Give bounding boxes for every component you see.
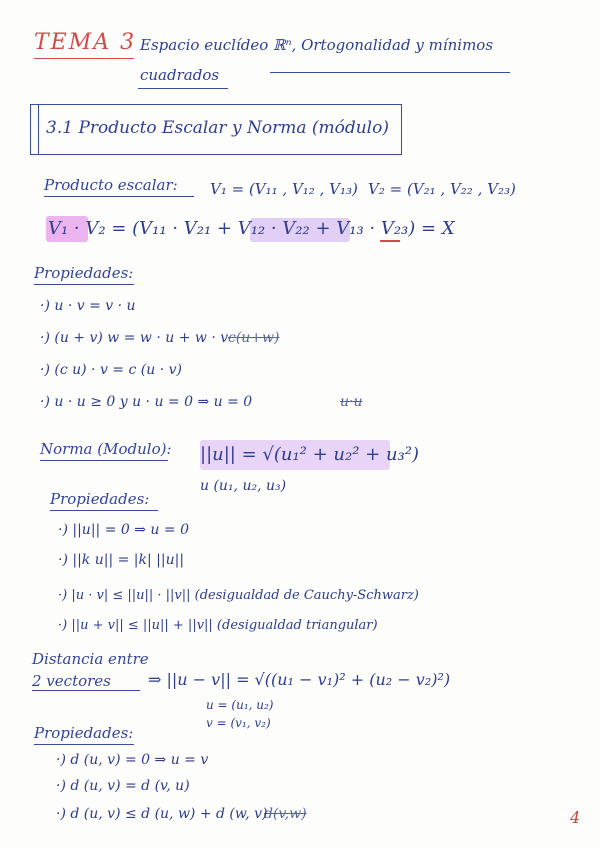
title-line1: Espacio euclídeo ℝⁿ, Ortogonalidad y mínimos (140, 36, 494, 54)
norma-vector: u (u₁, u₂, u₃) (200, 478, 287, 494)
prop2-item-1: ·) ||k u|| = |k| ||u|| (58, 552, 185, 568)
producto-label: Producto escalar: (44, 176, 178, 194)
prop1-item-3: ·) u · u ≥ 0 y u · u = 0 ⇒ u = 0 (40, 394, 253, 410)
box-left-inner (38, 104, 39, 154)
distancia-underline (32, 690, 140, 691)
prop1-item-0: ·) u · v = v · u (40, 298, 136, 314)
tema-underline (34, 58, 134, 59)
prop1-item-2: ·) (c u) · v = c (u · v) (40, 362, 182, 378)
prop1-struck: c(u+w) (228, 330, 280, 346)
propiedades2-label: Propiedades: (50, 490, 150, 508)
distancia-label2: 2 vectores (32, 672, 111, 690)
prop2-item-3: ·) ||u + v|| ≤ ||u|| + ||v|| (desigualdad triangular) (58, 618, 378, 633)
propiedades3-label: Propiedades: (34, 724, 134, 742)
title-line2: cuadrados (140, 66, 220, 84)
prop3-item-2: ·) d (u, v) ≤ d (u, w) + d (w, v) (56, 806, 268, 822)
title-underline-b (270, 72, 510, 73)
box-bottom (30, 154, 402, 155)
prop3-struck: d(v,w) (264, 806, 307, 822)
prop1-item-1: ·) (u + v) w = w · u + w · v (40, 330, 229, 346)
box-left (30, 104, 31, 154)
prop2-item-0: ·) ||u|| = 0 ⇒ u = 0 (58, 522, 189, 538)
producto-underline (44, 196, 194, 197)
distancia-label1: Distancia entre (32, 650, 149, 668)
norma-label: Norma (Modulo): (40, 440, 172, 458)
title-underline-a (138, 88, 228, 89)
producto-formula: V₁ · V₂ = (V₁₁ · V₂₁ + V₁₂ · V₂₂ + V₁₃ · V₂₃) = X (48, 218, 455, 239)
distancia-formula: ⇒ ||u − v|| = √((u₁ − v₁)² + (u₂ − v₂)²) (148, 670, 451, 689)
propiedades3-underline (34, 744, 134, 745)
prop2-item-2: ·) |u · v| ≤ ||u|| · ||v|| (desigualdad de Cauchy-Schwarz) (58, 588, 419, 603)
vector-v2: V₂ = (V₂₁ , V₂₂ , V₂₃) (368, 180, 516, 198)
page-corner-mark: 4 (570, 808, 581, 827)
tema-title: TEMA 3 (34, 30, 137, 55)
vector-v1: V₁ = (V₁₁ , V₁₂ , V₁₃) (210, 180, 358, 198)
prop3-item-0: ·) d (u, v) = 0 ⇒ u = v (56, 752, 209, 768)
norma-formula: ||u|| = √(u₁² + u₂² + u₃²) (200, 444, 420, 465)
distancia-v: v = (v₁, v₂) (206, 716, 271, 730)
distancia-u: u = (u₁, u₂) (206, 698, 274, 712)
propiedades1-underline (34, 284, 134, 285)
section-heading: 3.1 Producto Escalar y Norma (módulo) (46, 118, 389, 138)
result-underline (380, 240, 400, 242)
propiedades2-underline (50, 510, 158, 511)
box-top (30, 104, 402, 105)
norma-underline (40, 460, 168, 461)
prop3-item-1: ·) d (u, v) = d (v, u) (56, 778, 190, 794)
box-right (401, 104, 402, 154)
propiedades1-label: Propiedades: (34, 264, 134, 282)
prop1-struck2: u·u (340, 394, 363, 410)
